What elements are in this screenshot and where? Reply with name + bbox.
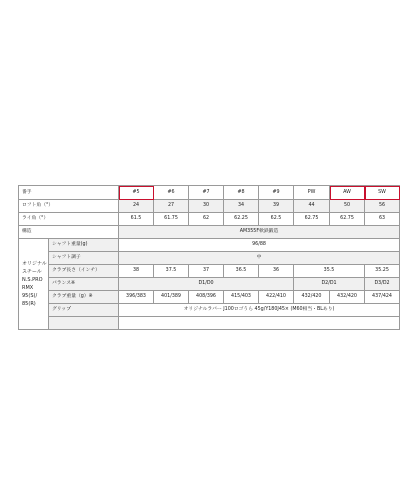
balance-cell: D3/D2 bbox=[365, 278, 400, 291]
club-weight-cell: 437/424 bbox=[365, 291, 400, 304]
loft-cell: 27 bbox=[154, 200, 189, 213]
number-cell: #9 bbox=[259, 186, 294, 200]
spec-table bbox=[18, 185, 400, 330]
loft-cell: 39 bbox=[259, 200, 294, 213]
loft-cell: 44 bbox=[294, 200, 330, 213]
club-length-cell: 36 bbox=[259, 265, 294, 278]
club-length-cell: 37 bbox=[189, 265, 224, 278]
grip-value: オリジナルラバー J100ロゴうら 45g/Y180J45× (M60相当・BLあり) bbox=[119, 304, 400, 317]
lie-row bbox=[19, 213, 400, 226]
club-weight-cell: 432/420 bbox=[294, 291, 330, 304]
balance-label: バランス※ bbox=[49, 278, 119, 291]
loft-cell: 24 bbox=[119, 200, 154, 213]
club-weight-row bbox=[19, 291, 400, 304]
grip-label: グリップ bbox=[49, 304, 119, 317]
number-cell: PW bbox=[294, 186, 330, 200]
number-cell: #8 bbox=[224, 186, 259, 200]
loft-row bbox=[19, 200, 400, 213]
loft-cell: 30 bbox=[189, 200, 224, 213]
lie-cell: 62.25 bbox=[224, 213, 259, 226]
number-cell: AW bbox=[330, 186, 365, 200]
structure-value: AM355F軟鉄鍛造 bbox=[119, 226, 400, 239]
club-weight-label: クラブ重量（g）※ bbox=[49, 291, 119, 304]
shaft-name: オリジナルスチール N.S.PRO RMX 95(S)/ 85(R) bbox=[19, 239, 49, 330]
balance-cell: D1/D0 bbox=[119, 278, 294, 291]
structure-row bbox=[19, 226, 400, 239]
loft-cell: 50 bbox=[330, 200, 365, 213]
lie-label: ライ角（°） bbox=[19, 213, 119, 226]
blank-row-1 bbox=[19, 317, 400, 330]
lie-cell: 61.75 bbox=[154, 213, 189, 226]
club-length-cell: 35.25 bbox=[365, 265, 400, 278]
number-row bbox=[19, 186, 400, 200]
club-length-cell: 38 bbox=[119, 265, 154, 278]
shaft-flex-label: シャフト調子 bbox=[49, 252, 119, 265]
number-cell: #5 bbox=[119, 186, 154, 200]
loft-cell: 34 bbox=[224, 200, 259, 213]
lie-cell: 62 bbox=[189, 213, 224, 226]
shaft-flex-row bbox=[19, 252, 400, 265]
club-length-cell: 37.5 bbox=[154, 265, 189, 278]
blank-cell bbox=[119, 317, 400, 330]
lie-cell: 62.5 bbox=[259, 213, 294, 226]
club-weight-cell: 422/410 bbox=[259, 291, 294, 304]
lie-cell: 62.75 bbox=[294, 213, 330, 226]
blank-cell bbox=[49, 317, 119, 330]
club-length-cell: 35.5 bbox=[294, 265, 365, 278]
club-length-row bbox=[19, 265, 400, 278]
number-cell: SW bbox=[365, 186, 400, 200]
club-weight-cell: 396/383 bbox=[119, 291, 154, 304]
shaft-weight-value: 96/88 bbox=[119, 239, 400, 252]
lie-cell: 63 bbox=[365, 213, 400, 226]
number-cell: #7 bbox=[189, 186, 224, 200]
shaft-weight-label: シャフト重量(g) bbox=[49, 239, 119, 252]
club-weight-cell: 415/403 bbox=[224, 291, 259, 304]
club-weight-cell: 408/396 bbox=[189, 291, 224, 304]
club-length-label: クラブ長さ（インチ） bbox=[49, 265, 119, 278]
number-cell: #6 bbox=[154, 186, 189, 200]
lie-cell: 61.5 bbox=[119, 213, 154, 226]
grip-row bbox=[19, 304, 400, 317]
shaft-weight-row bbox=[19, 239, 400, 252]
club-weight-cell: 432/420 bbox=[330, 291, 365, 304]
shaft-flex-value: 中 bbox=[119, 252, 400, 265]
loft-cell: 56 bbox=[365, 200, 400, 213]
number-label: 番手 bbox=[19, 186, 119, 200]
club-length-cell: 36.5 bbox=[224, 265, 259, 278]
club-weight-cell: 401/389 bbox=[154, 291, 189, 304]
balance-cell: D2/D1 bbox=[294, 278, 365, 291]
structure-label: 構造 bbox=[19, 226, 119, 239]
lie-cell: 62.75 bbox=[330, 213, 365, 226]
balance-row bbox=[19, 278, 400, 291]
loft-label: ロフト角（°） bbox=[19, 200, 119, 213]
